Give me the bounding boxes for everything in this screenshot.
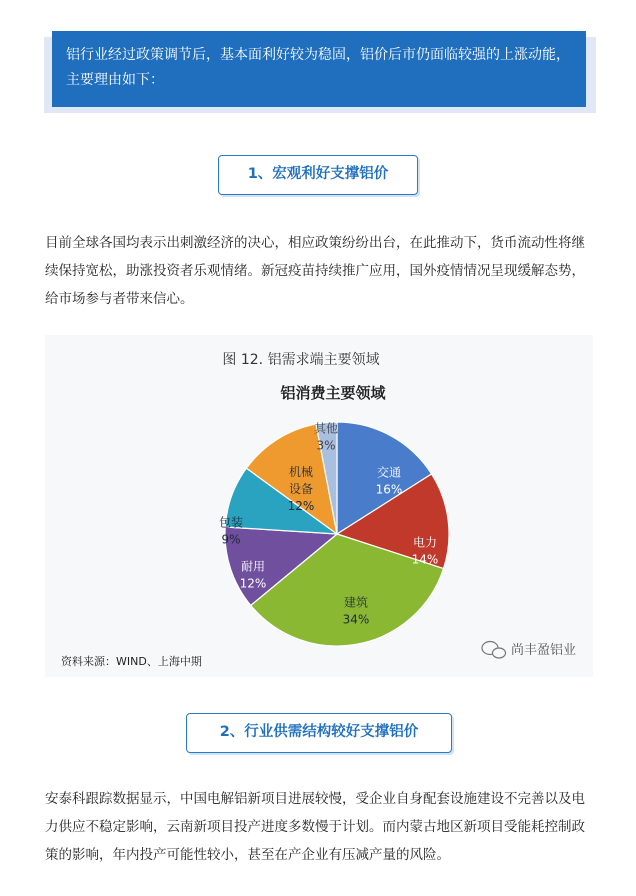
pie-figure: [45, 335, 593, 677]
slice-label: 建筑 34%: [342, 595, 370, 627]
section-title-2: 2、行业供需结构较好支撑铝价: [186, 713, 452, 753]
watermark-text: 尚丰盈铝业: [511, 643, 577, 658]
paragraph-macro: 目前全球各国均表示出刺激经济的决心，相应政策纷纷出台，在此推动下，货币流动性将继续保持宽松，助涨投资者乐观情绪。新冠疫苗持续推广应用，国外疫情情况呈现缓解态势，给市场参与者带来信心。: [45, 235, 585, 307]
intro-box: [52, 31, 586, 107]
pie-slices: [219, 421, 449, 647]
source-note: 资料来源：WIND、上海中期: [61, 655, 202, 668]
intro-text: 铝行业经过政策调节后，基本面利好较为稳固，铝价后市仍面临较强的上涨动能，主要理由如下：: [66, 47, 570, 88]
paragraph-supply: 安泰科跟踪数据显示，中国电解铝新项目进展较慢，受企业自身配套设施建设不完善以及电力供应不稳定影响，云南新项目投产进度多数慢于计划。而内蒙古地区新项目受能耗控制政策的影响，年内投产可能性较小，甚至在产企业有压减产量的风险。: [45, 791, 585, 863]
figure-caption: 图 12. 铝需求端主要领域: [222, 352, 380, 368]
section-title-1: 1、宏观利好支撑铝价: [218, 155, 418, 195]
slice-label: 其他 3%: [313, 421, 339, 453]
pie-chart-svg: [45, 335, 593, 677]
slice-label: 包装 9%: [218, 515, 244, 547]
slice-label: 交通 16%: [375, 465, 403, 497]
wechat-icon: [482, 642, 506, 659]
chart-title: 铝消费主要领域: [280, 384, 386, 402]
slice-label: 电力 14%: [411, 535, 439, 567]
slice-label: 耐用 12%: [239, 559, 267, 591]
slice-label: 机械设备 12%: [287, 465, 315, 513]
